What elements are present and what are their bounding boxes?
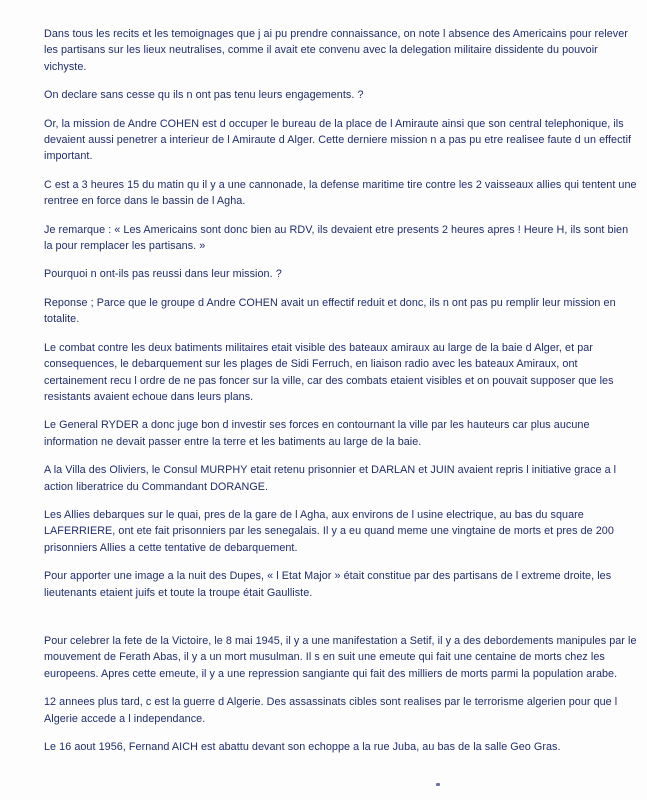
paragraph: Pour apporter une image a la nuit des Dupes, « l Etat Major » était constitue par des partisans de l extreme droite, les lieutenants etaient juifs et toute la troupe était Gaulliste. [44, 570, 612, 599]
paragraph: Le 16 aout 1956, Fernand AICH est abattu devant son echoppe a la rue Juba, au bas de la salle Geo Gras. [44, 741, 561, 753]
paragraph: Pour celebrer la fete de la Victoire, le 8 mai 1945, il y a une manifestation a Setif, il y a des debordements manipules par le mouvement de Ferath Abas, il y a un mort musulman. Il s en suit une emeute qui fait une centaine de morts chez les europeens. Apres cette emeute, il y a une repression sangiante qui fait des milliers de morts parmi la population arabe. [44, 634, 637, 680]
paragraph: Reponse ; Parce que le groupe d Andre COHEN avait un effectif reduit et donc, ils n ont pas pu remplir leur mission en totalite. [44, 296, 616, 326]
paragraph: Les Allies debarques sur le quai, pres de la gare de l Agha, aux environs de l usine electrique, au bas du square LAFERRIERE, ont ete fait prisonniers par les senegalais. Il y a eu quand meme une vingtaine de morts et pres de 200 prisonniers Allies a cette tentative de debarquement. [44, 508, 614, 554]
paragraph: Je remarque : « Les Americains sont donc bien au RDV, ils devaient etre presents 2 heures apres ! Heure H, ils sont bien la pour remplacer les partisans. » [44, 223, 629, 253]
paragraph: On declare sans cesse qu ils n ont pas tenu leurs engagements. ? [44, 89, 364, 102]
document-body [44, 26, 639, 767]
paragraph: Le combat contre les deux batiments militaires etait visible des bateaux amiraux au large de la baie d Alger, et par consequences, le debarquement sur les plages de Sidi Ferruch, en liaison radio avec les bateaux Amiraux, ont certainement recu l ordre de ne pas foncer sur la ville, car des combats etaient visibles et on pouvait supposer que les resistants avaient echoue dans leurs plans. [44, 341, 614, 403]
paragraph: Le General RYDER a donc juge bon d investir ses forces en contournant la ville par les hauteurs car plus aucune information ne devait passer entre la terre et les batiments au large de la baie. [44, 419, 590, 448]
paragraph: Or, la mission de Andre COHEN est d occuper le bureau de la place de l Amiraute ainsi que son central telephonique, ils devaient aussi penetrer a interieur de l Amiraute d Alger. Cette derniere mission n a pas pu etre realisee faute d un effectif important. [44, 117, 632, 163]
scan-speck [436, 783, 440, 786]
paragraph: Dans tous les recits et les temoignages que j ai pu prendre connaissance, on note l absence des Americains pour relever les partisans sur les lieux neutralises, comme il avait ete convenu avec la delegation militaire dissidente du pouvoir vichyste. [44, 28, 628, 73]
paragraph: Pourquoi n ont-ils pas reussi dans leur mission. ? [44, 268, 282, 281]
paragraph: 12 annees plus tard, c est la guerre d Algerie. Des assassinats cibles sont realises par le terrorisme algerien pour que l Algerie accede a l independance. [44, 696, 618, 725]
paragraph: C est a 3 heures 15 du matin qu il y a une cannonade, la defense maritime tire contre les 2 vaisseaux allies qui tentent une rentree en force dans le bassin de l Agha. [44, 178, 637, 208]
paragraph: A la Villa des Oliviers, le Consul MURPHY etait retenu prisonnier et DARLAN et JUIN avaient repris l initiative grace a l action liberatrice du Commandant DORANGE. [44, 464, 617, 493]
